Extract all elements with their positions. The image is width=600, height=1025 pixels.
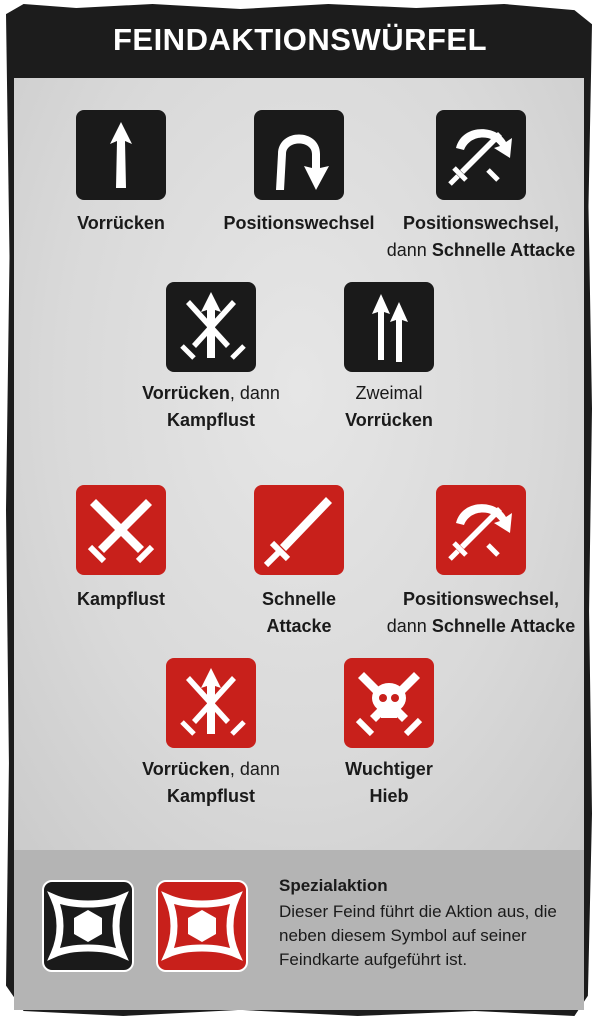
label-advance-battlelust: Vorrücken, dann Kampflust — [142, 383, 280, 430]
special-action-black-icon — [42, 880, 134, 972]
advance-crossed-swords-red-icon — [166, 658, 256, 748]
label-heavy-blow: Wuchtiger Hieb — [345, 759, 433, 806]
special-action-description: Dieser Feind führt die Aktion aus, die neben diesem Symbol auf seiner Feindkarte aufgeführt ist. — [279, 902, 557, 969]
reposition-swift-attack-icon — [436, 110, 526, 200]
label-kampflust: Kampflust — [76, 589, 165, 609]
double-arrow-icon — [344, 282, 434, 372]
advance-crossed-swords-icon — [166, 282, 256, 372]
crossed-swords-icon — [76, 485, 166, 575]
label-advance-twice: Zweimal Vorrücken — [345, 383, 433, 430]
sword-icon — [254, 485, 344, 575]
label-reposition-attack: Positionswechsel, dann Schnelle Attacke — [386, 213, 576, 260]
label-positionswechsel: Positionswechsel — [223, 213, 375, 233]
label-reposition-attack-red: Positionswechsel, dann Schnelle Attacke — [386, 589, 576, 636]
special-action-title: Spezialaktion — [279, 876, 388, 895]
label-advance-battlelust-red: Vorrücken, dann Kampflust — [142, 759, 280, 806]
u-turn-arrow-icon — [254, 110, 344, 200]
advance-arrow-icon — [76, 110, 166, 200]
label-swift-attack: Schnelle Attacke — [261, 589, 337, 636]
page-title: FEINDAKTIONSWÜRFEL — [112, 22, 488, 57]
skull-swords-icon — [344, 658, 434, 748]
reposition-swift-attack-red-icon — [436, 485, 526, 575]
special-action-red-icon — [156, 880, 248, 972]
label-vorruecken: Vorrücken — [77, 213, 165, 233]
